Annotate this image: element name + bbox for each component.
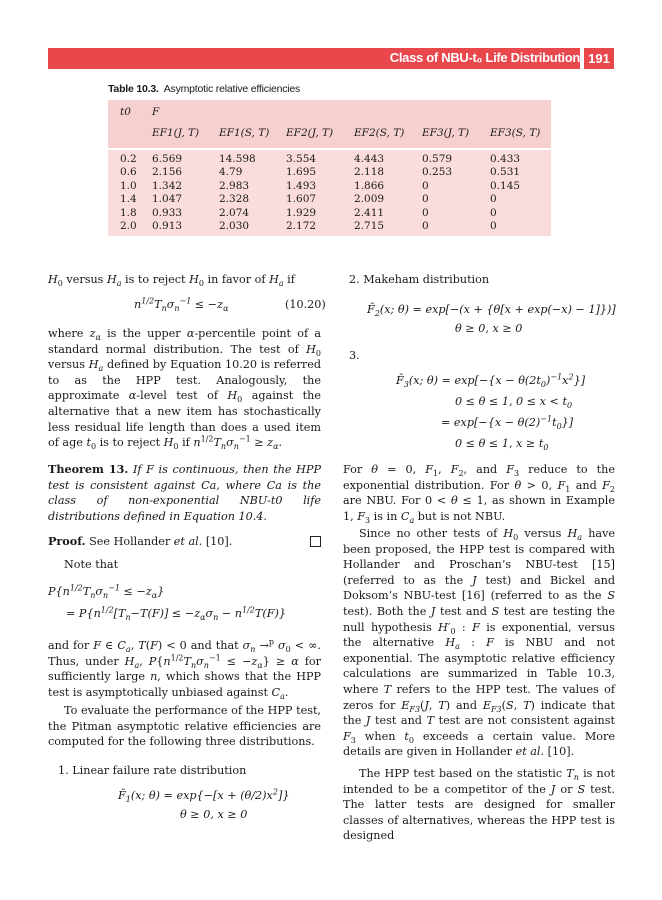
equation-linear-failure: $F̄_1(x$; $\theta) = \exp\{-[x + (\theta/2)x^2]\}$ xyxy=(118,787,290,805)
table-cell: 2.172 xyxy=(286,220,317,232)
table-cell: 2.328 xyxy=(219,193,250,206)
left-para-1: $H_0$ versus $H_a$ is to reject $H_0$ in favor of $H_a$ if xyxy=(48,273,295,289)
table-cell: 1.929 xyxy=(286,206,317,219)
table-cell: 0 xyxy=(422,220,429,232)
table-cell-t0: 1.8 xyxy=(120,206,137,219)
table-cell: 2.715 xyxy=(354,220,385,232)
col-F-header: F xyxy=(152,106,160,118)
table-cell: 4.443 xyxy=(354,153,385,165)
subheader-4: EF2(S, T) xyxy=(354,127,405,139)
table-header xyxy=(108,100,551,148)
table-cell-t0: 2.0 xyxy=(120,220,137,232)
subheader-3: EF2(J, T) xyxy=(286,127,334,139)
table-cell: 2.009 xyxy=(354,193,385,206)
table-cell: 0.531 xyxy=(490,166,521,179)
equation-linear-domain: θ ≥ 0, x ≥ 0 xyxy=(180,808,248,821)
proof-label: Proof. xyxy=(48,534,86,548)
table-cell: 0 xyxy=(422,206,429,219)
table-cell: 1.695 xyxy=(286,166,317,179)
table-cell: 0 xyxy=(490,193,497,206)
col-t0-header: t0 xyxy=(120,106,131,118)
table-cell: 0.913 xyxy=(152,220,183,232)
proof-text: See Hollander et al. [10]. xyxy=(89,535,233,548)
table-cell-t0: 1.4 xyxy=(120,193,137,206)
right-para-3: The HPP test based on the statistic $T_n$ is not intended to be a competitor of the J or S test. The latter tests are designed for smaller classes of alternatives, whereas the HPP test is designed xyxy=(343,767,616,843)
right-para-2: Since no other tests of $H_0$ versus $H_a$ have been proposed, the HPP test is compared with Hollander and Proschan’s NBU-test [15] (referred to as the J test) and Bickel and Doksom’s NBU-test [16] (referred to as the S test). Both the J test and S test are testing the null hypothesis $H'_0$ : F is exponential, versus the alternative $H_a$ : F is NBU and not exponential. The asymptotic relative efficiency calculations are summarized in Table 10.3, where T refers to the HPP test. The values of zeros for $E_{F3}(J$, T) and $E_{F3}(S$, T) indicate that the J test and T test are not consistent against $F_3$ when $t_0$ exceeds a certain value. More details are given in Hollander et al. [10]. xyxy=(343,527,616,759)
equation-makeham-domain: θ ≥ 0, x ≥ 0 xyxy=(455,322,523,335)
note-that: Note that xyxy=(64,558,119,571)
left-para-4: To evaluate the performance of the HPP test, the Pitman asymptotic relative efficiencies are computed for the following three distributions. xyxy=(48,704,321,749)
table-cell: 2.983 xyxy=(219,179,250,192)
table-cell: 2.156 xyxy=(152,166,183,179)
table-cell: 1.866 xyxy=(354,179,385,192)
table-cell: 0.433 xyxy=(490,153,521,165)
right-para-1: For θ = 0, $F_1$, $F_2$, and $F_3$ reduce to the exponential distribution. For θ > 0, $F_1$ and $F_2$ are NBU. For 0 < θ ≤ 1, as shown in Example 1, $F_3$ is in $C_a$ but is not NBU. xyxy=(343,463,616,526)
left-para-3: and for F ∈ $C_a$, T(F) < 0 and that $\sigma_n \to^p$ $\sigma_0$ < ∞. Thus, under $H_a$, $P\{n^{1/2}T_n\sigma_n^{-1} \le -z_\alpha\} \ge \alpha$ for sufficiently large n, which shows that the HPP test is asymptotically unbiased against $C_a$. xyxy=(48,637,322,702)
subheader-2: EF1(S, T) xyxy=(219,127,270,139)
item-1: 1. Linear failure rate distribution xyxy=(58,764,247,777)
table-caption xyxy=(108,83,300,95)
table-cell: 1.342 xyxy=(152,179,183,192)
table-cell: 1.493 xyxy=(286,179,317,192)
table-cell: 2.074 xyxy=(219,206,250,219)
efficiency-table xyxy=(108,100,551,236)
left-para-2: where $z_\alpha$ is the upper α-percentile point of a standard normal distribution. The test of $H_0$ versus $H_a$ defined by Equation 10.20 is referred to as the HPP test. Analogously, the approximate α-level test of $H_0$ against the alternative that a new item has stochastically less residual life length than does a used item of age $t_0$ is to reject $H_0$ if $n^{1/2}T_n\sigma_n^{-1} \ge z_\alpha$. xyxy=(48,327,321,452)
theorem-label: Theorem 13. xyxy=(48,462,129,476)
table-cell: 0 xyxy=(422,193,429,206)
table-cell: 0.579 xyxy=(422,153,453,165)
subheader-6: EF3(S, T) xyxy=(490,127,541,139)
equation-makeham: $F̄_2(x$; θ) = exp[−(x + {θ[x + exp(−x) − 1]})] xyxy=(367,303,616,319)
table-cell: 0.933 xyxy=(152,206,183,219)
table-cell: 0.253 xyxy=(422,166,453,179)
equation-prob-a: $P\{n^{1/2}T_n\sigma_n^{-1} \le -z_\alpha\}$ xyxy=(48,583,165,601)
equation-f3-c: = $\exp[-\{x - \theta(2)^{-1}t_0\}]$ xyxy=(441,414,574,432)
item-3: 3. xyxy=(349,349,360,362)
table-cell-t0: 0.6 xyxy=(120,166,137,179)
page-number: 191 xyxy=(584,48,614,69)
table-cell: 14.598 xyxy=(219,153,256,165)
table-cell: 0 xyxy=(490,220,497,232)
table-cell: 0.145 xyxy=(490,179,521,192)
equation-prob-b: = $P\{n^{1/2}[T_n-T(F)] \le -z_\alpha\sigma_n - n^{1/2}T(F)\}$ xyxy=(66,605,286,623)
equation-f3-d: 0 ≤ θ ≤ 1, $x \ge t_0$ xyxy=(455,437,549,453)
table-cell: 2.030 xyxy=(219,220,250,232)
subheader-1: EF1(J, T) xyxy=(152,127,200,139)
table-cell: 1.047 xyxy=(152,193,183,206)
table-caption-text: Asymptotic relative efficiencies xyxy=(163,83,301,95)
theorem-text: If F is continuous, then the HPP test is consistent against Ca, where Ca is the class of non-exponential NBU-t0 life distributions defined in Equation 10.4. xyxy=(48,463,321,523)
table-cell: 6.569 xyxy=(152,153,183,165)
table-cell: 2.411 xyxy=(354,206,385,219)
table-cell: 1.607 xyxy=(286,193,317,206)
theorem-13 xyxy=(48,462,321,524)
table-cell: 3.554 xyxy=(286,153,317,165)
equation-10-20: $n^{1/2}T_n\sigma_n^{-1} \le -z_\alpha$ xyxy=(134,296,229,314)
table-cell-t0: 1.0 xyxy=(120,179,137,192)
qed-box-icon xyxy=(310,536,321,547)
proof xyxy=(48,534,321,550)
table-caption-label: Table 10.3. xyxy=(108,83,159,95)
table-cell: 2.118 xyxy=(354,166,385,179)
table-body xyxy=(108,150,551,236)
equation-number: (10.20) xyxy=(285,298,326,311)
table-cell: 4.79 xyxy=(219,166,243,179)
equation-f3-b: 0 ≤ θ ≤ 1, $0 \le x < t_0$ xyxy=(455,395,573,411)
table-cell: 0 xyxy=(422,179,429,192)
table-cell-t0: 0.2 xyxy=(120,153,137,165)
subheader-5: EF3(J, T) xyxy=(422,127,470,139)
equation-f3-a: $F̄_3(x$; $\theta) = \exp[-\{x - \theta(2t_0)^{-1}x^2\}]$ xyxy=(396,372,586,390)
running-title: Class of NBU-t₀ Life Distribution xyxy=(389,50,580,65)
item-2: 2. Makeham distribution xyxy=(349,273,490,286)
table-cell: 0 xyxy=(490,206,497,219)
